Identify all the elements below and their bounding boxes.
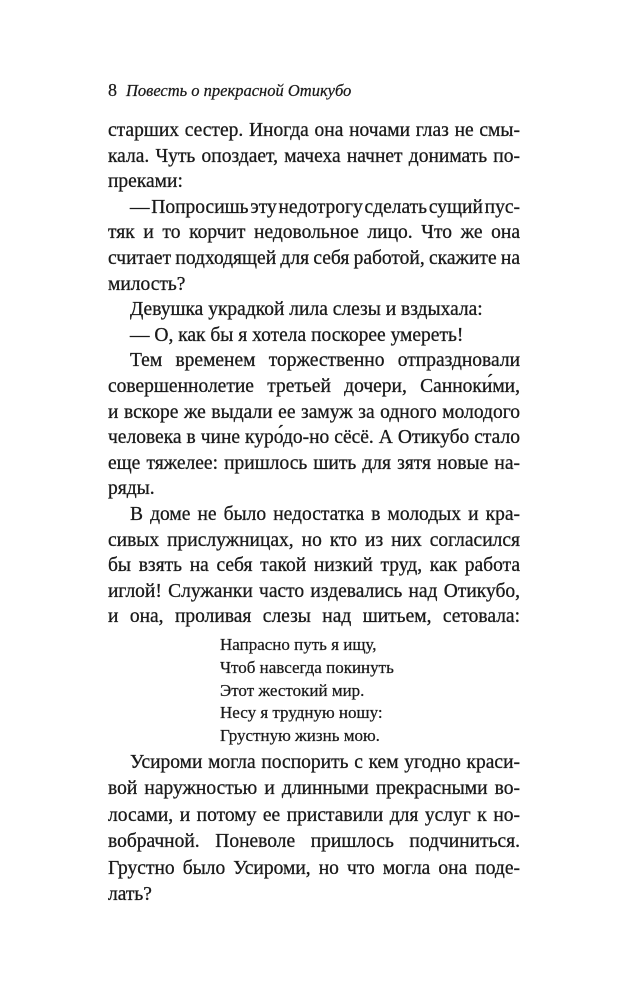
line-text: человека в чине куро́до-но сёсё. А Отикубо стало bbox=[108, 427, 520, 449]
line-text: Девушка украдкой лила слезы и вздыхала: bbox=[130, 299, 483, 321]
poem-line: Грустную жизнь мою. bbox=[220, 726, 380, 746]
text-line bbox=[108, 451, 520, 477]
line-text: сивых прислужницах, но кто из них согласился bbox=[108, 529, 520, 551]
line-text: лать? bbox=[108, 883, 152, 905]
text-line bbox=[108, 246, 520, 272]
line-text: ряды. bbox=[108, 478, 155, 500]
running-header bbox=[108, 79, 351, 101]
line-text: Усироми могла поспорить с кем угодно краси- bbox=[130, 752, 520, 773]
line-text: иглой! Служанки часто издевались над Отикубо, bbox=[108, 580, 520, 602]
text-line bbox=[108, 604, 520, 630]
text-line bbox=[108, 400, 520, 426]
text-block-top bbox=[108, 118, 520, 630]
line-text: считает подходящей для себя работой, скажите на bbox=[108, 247, 520, 269]
line-text: Грустно было Усироми, но что могла она поде- bbox=[108, 857, 520, 879]
text-line bbox=[108, 323, 520, 349]
text-line bbox=[108, 829, 520, 855]
page-number: 8 bbox=[108, 80, 117, 100]
text-block-bottom bbox=[108, 750, 520, 908]
poem-line: Этот жестокий мир. bbox=[220, 680, 365, 700]
text-line bbox=[108, 856, 520, 882]
line-text: старших сестер. Иногда она ночами глаз не смы- bbox=[108, 120, 520, 141]
line-text: лосами, и потому ее приставили для услуг к но- bbox=[108, 804, 520, 826]
line-text: кала. Чуть опоздает, мачеха начнет донимать по- bbox=[108, 145, 520, 167]
line-text: — Попросишь эту недотрогу сделать сущий пус- bbox=[130, 196, 520, 218]
text-line bbox=[108, 502, 520, 528]
line-text: преками: bbox=[108, 171, 183, 193]
text-line bbox=[108, 776, 520, 802]
line-text: Тем временем торжественно отпраздновали bbox=[130, 350, 520, 372]
line-text: и вскоре же выдали ее замуж за одного молодого bbox=[108, 401, 520, 423]
text-line bbox=[108, 348, 520, 374]
text-line bbox=[108, 144, 520, 170]
text-line bbox=[108, 750, 520, 776]
poem-line: Напрасно путь я ищу, bbox=[220, 635, 377, 654]
text-line bbox=[108, 579, 520, 605]
text-line bbox=[108, 882, 520, 908]
poem-line: Чтоб навсегда покинуть bbox=[220, 657, 394, 677]
line-text: еще тяжелее: пришлось шить для зятя новые на- bbox=[108, 452, 520, 474]
text-line bbox=[108, 118, 520, 144]
text-line bbox=[108, 220, 520, 246]
text-line bbox=[108, 195, 520, 221]
line-text: В доме не было недостатка в молодых и кра- bbox=[130, 503, 520, 525]
line-text: совершеннолетие третьей дочери, Санноки́ми, bbox=[108, 375, 520, 397]
line-text: милость? bbox=[108, 273, 186, 295]
text-line bbox=[108, 297, 520, 323]
text-line bbox=[108, 272, 520, 298]
line-text: — О, как бы я хотела поскорее умереть! bbox=[130, 324, 464, 346]
poem-line: Несу я трудную ношу: bbox=[220, 703, 383, 723]
line-text: и она, проливая слезы над шитьем, сетовала: bbox=[108, 606, 520, 628]
line-text: вобрачной. Поневоле пришлось подчиниться. bbox=[108, 831, 520, 853]
text-line bbox=[108, 374, 520, 400]
line-text: бы взять на себя такой низкий труд, как работа bbox=[108, 555, 520, 577]
text-line bbox=[108, 476, 520, 502]
text-line bbox=[108, 425, 520, 451]
text-line bbox=[108, 803, 520, 829]
text-line bbox=[108, 169, 520, 195]
running-title: Повесть о прекрасной Отикубо bbox=[126, 81, 352, 100]
text-line bbox=[108, 553, 520, 579]
poem bbox=[220, 634, 394, 748]
line-text: вой наружностью и длинными прекрасными во- bbox=[108, 778, 520, 800]
line-text: тяк и то корчит недовольное лицо. Что же она bbox=[108, 222, 520, 244]
text-line bbox=[108, 528, 520, 554]
